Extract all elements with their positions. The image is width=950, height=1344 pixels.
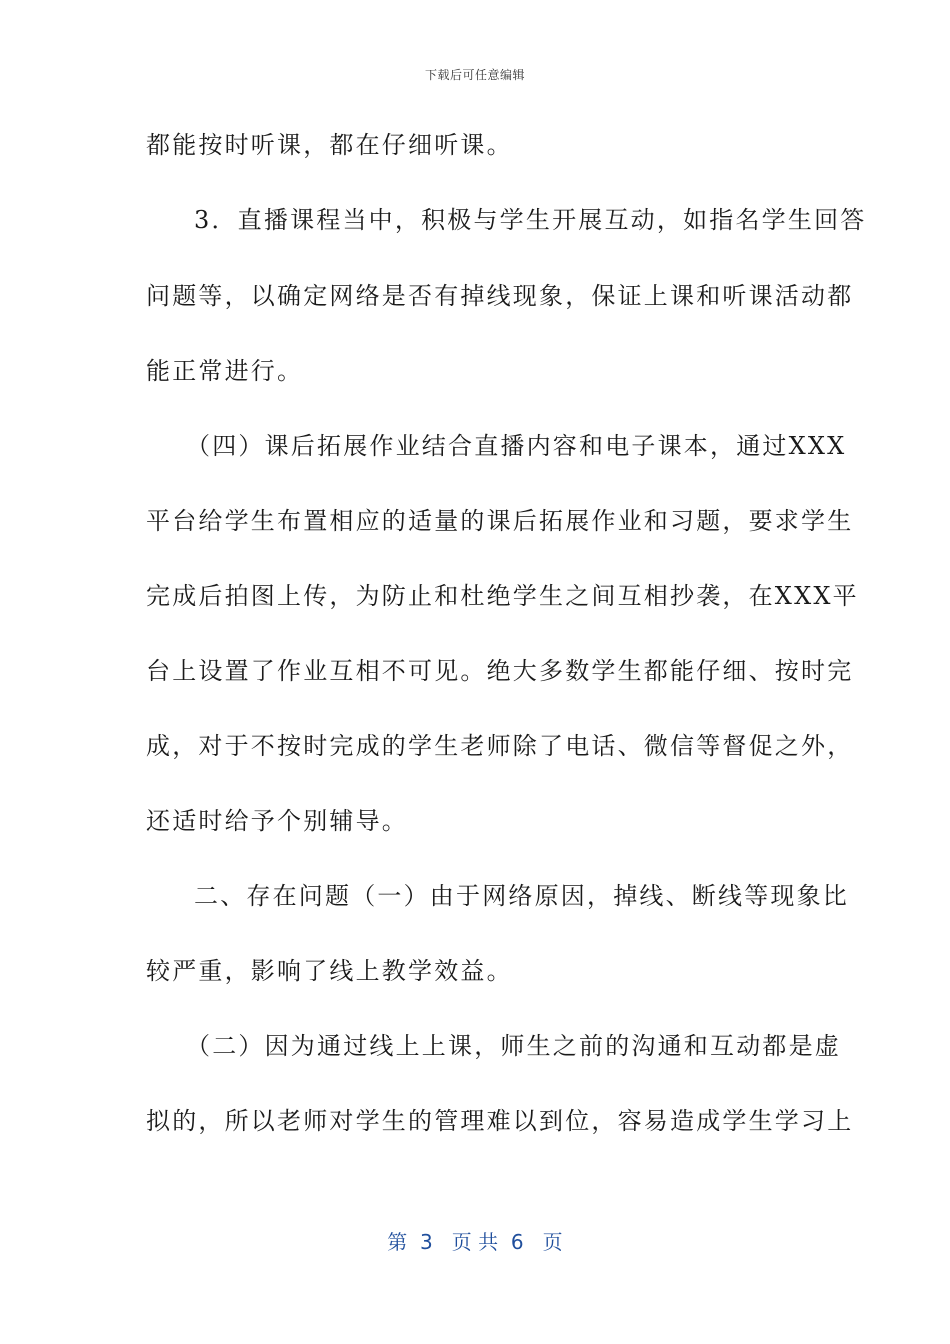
body-line-12: 较严重，影响了线上教学效益。 [146,957,513,985]
body-line-8: 台上设置了作业互相不可见。绝大多数学生都能仔细、按时完 [146,657,854,685]
body-line-1: 都能按时听课，都在仔细听课。 [146,131,513,159]
body-line-7: 完成后拍图上传，为防止和杜绝学生之间互相抄袭，在XXX平 [146,582,859,610]
body-line-14: 拟的，所以老师对学生的管理难以到位，容易造成学生学习上 [146,1107,854,1135]
body-line-9: 成，对于不按时完成的学生老师除了电话、微信等督促之外， [146,732,854,760]
body-line-5: （四）课后拓展作业结合直播内容和电子课本，通过XXX [186,432,847,460]
body-line-6: 平台给学生布置相应的适量的课后拓展作业和习题，要求学生 [146,507,854,535]
body-line-10: 还适时给予个别辅导。 [146,807,408,835]
body-line-11: 二、存在问题（一）由于网络原因，掉线、断线等现象比 [194,882,849,910]
body-line-3: 问题等，以确定网络是否有掉线现象，保证上课和听课活动都 [146,282,854,310]
page-number-footer: 第 3 页 共 6 页 [387,1230,563,1254]
page-header: 下载后可任意编辑 [424,68,525,82]
body-line-2: 3．直播课程当中，积极与学生开展互动，如指名学生回答 [194,206,867,234]
body-line-13: （二）因为通过线上上课，师生之前的沟通和互动都是虚 [186,1032,841,1060]
body-line-4: 能正常进行。 [146,357,304,385]
